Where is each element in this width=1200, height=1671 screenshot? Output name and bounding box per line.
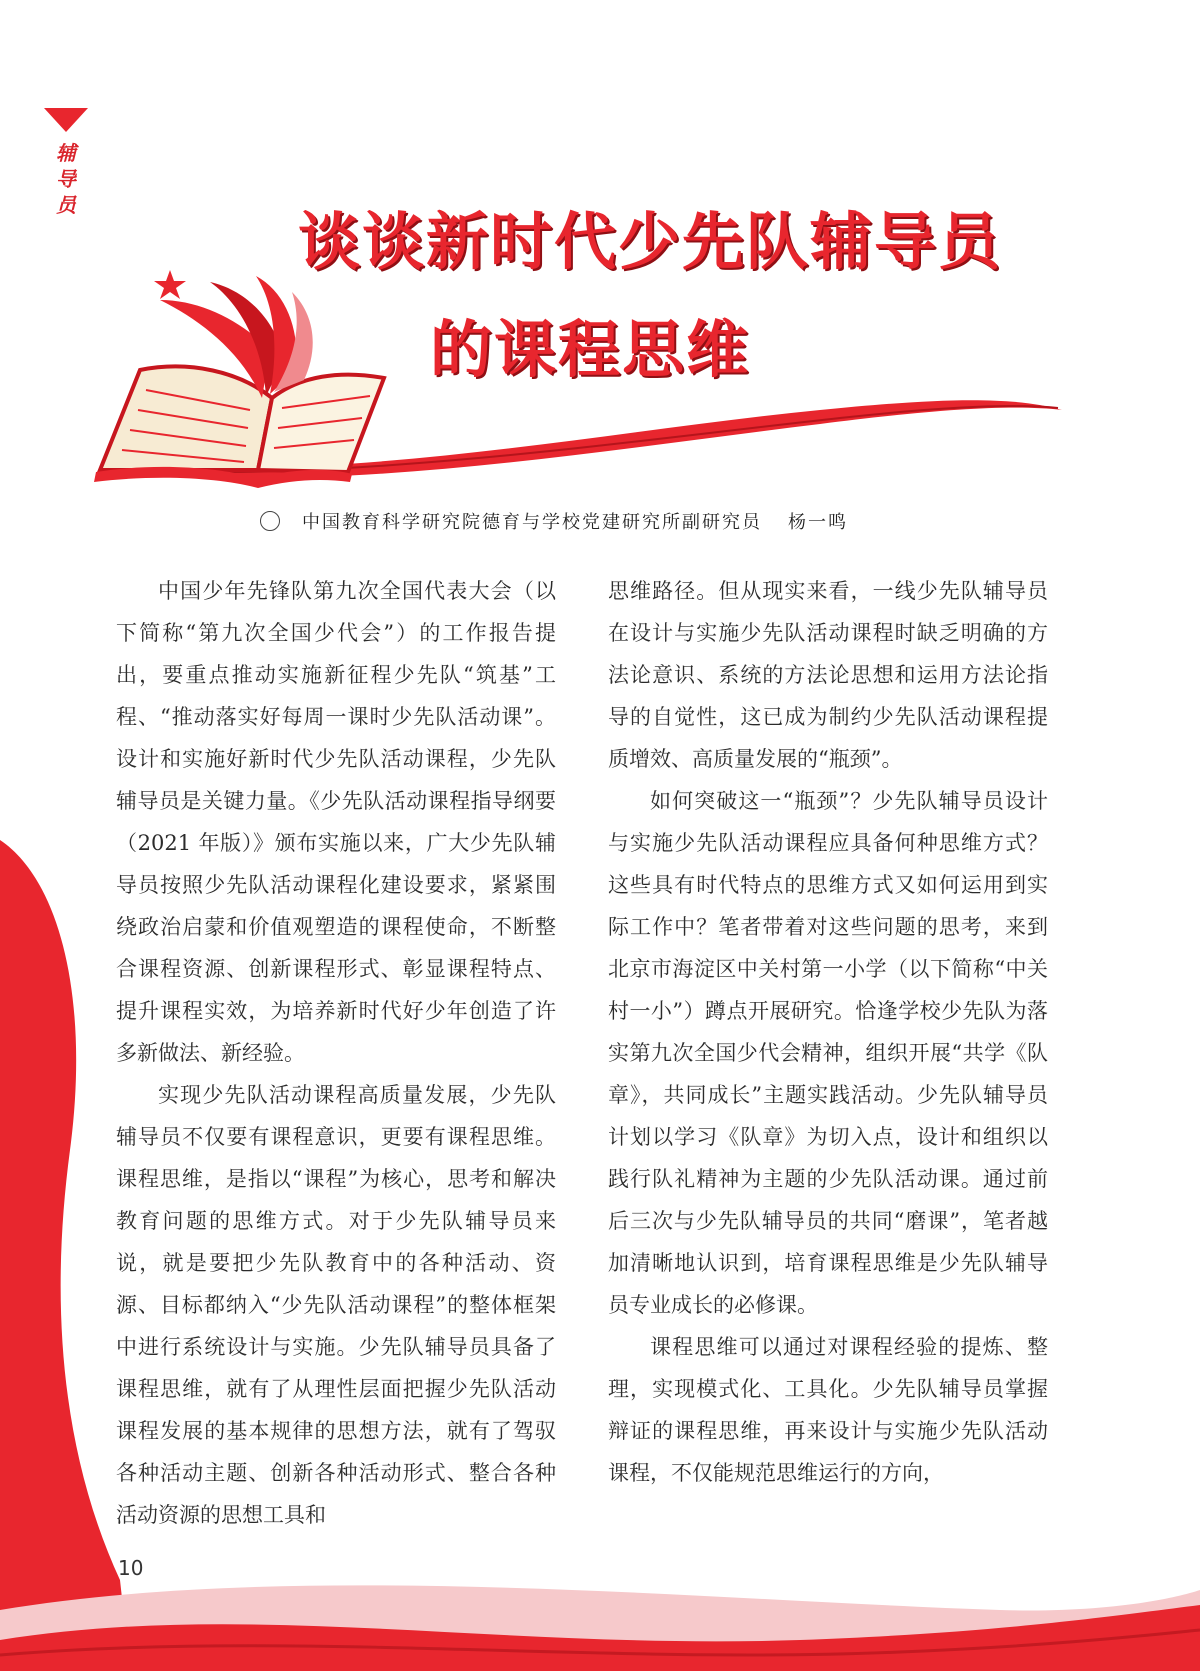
body-paragraph: 如何突破这一“瓶颈”？少先队辅导员设计与实施少先队活动课程应具备何种思维方式？这些具有时代特点的思维方式又如何运用到实际工作中？笔者带着对这些问题的思考，来到北京市海淀区中关村第一小学（以下简称“中关村一小”）蹲点开展研究。恰逢学校少先队为落实第九次全国少代会精神，组织开展“共学《队章》，共同成长”主题实践活动。少先队辅导员计划以学习《队章》为切入点，设计和组织以践行队礼精神为主题的少先队活动课。通过前后三次与少先队辅导员的共同“磨课”，笔者越加清晰地认识到，培育课程思维是少先队辅导员专业成长的必修课。: [608, 789, 1048, 1317]
byline: [260, 508, 848, 534]
page-number: 10: [118, 1556, 144, 1580]
body-paragraph: 实现少先队活动课程高质量发展，少先队辅导员不仅要有课程意识，更要有课程思维。课程思维，是指以“课程”为核心，思考和解决教育问题的思维方式。对于少先队辅导员来说，就是要把少先队教育中的各种活动、资源、目标都纳入“少先队活动课程”的整体框架中进行系统设计与实施。少先队辅导员具备了课程思维，就有了从理性层面把握少先队活动课程发展的基本规律的思想方法，就有了驾驭各种活动主题、创新各种活动形式、整合各种活动资源的思想工具和: [116, 1083, 556, 1527]
section-label-char: 员: [56, 193, 76, 217]
section-label-char: 辅: [56, 141, 76, 165]
article-title-line2: 的课程思维: [429, 313, 750, 386]
left-red-wave: [0, 840, 130, 1671]
body-paragraph: 中国少年先锋队第九次全国代表大会（以下简称“第九次全国少代会”）的工作报告提出，要重点推动实施新征程少先队“筑基”工程、“推动落实好每周一课时少先队活动课”。设计和实施好新时代少先队活动课程，少先队辅导员是关键力量。《少先队活动课程指导纲要（2021 年版）》颁布实施以来，广大少先队辅导员按照少先队活动课程化建设要求，紧紧围绕政治启蒙和价值观塑造的课程使命，不断整合课程资源、创新课程形式、彰显课程特点、提升课程实效，为培养新时代好少年创造了许多新做法、新经验。: [116, 579, 556, 1065]
section-label: [42, 140, 90, 218]
article-title-line1: 谈谈新时代少先队辅导员: [297, 205, 1002, 278]
circle-icon: [260, 511, 280, 531]
body-column-right: [608, 570, 1048, 1494]
body-column-left: [116, 570, 556, 1536]
section-marker: [42, 108, 90, 218]
body-paragraph: 课程思维可以通过对课程经验的提炼、整理，实现模式化、工具化。少先队辅导员掌握辩证的课程思维，再来设计与实施少先队活动课程，不仅能规范思维运行的方向，: [608, 1335, 1048, 1485]
byline-affiliation: 中国教育科学研究院德育与学校党建研究所副研究员: [302, 512, 762, 533]
byline-author: 杨一鸣: [788, 512, 848, 533]
triangle-icon: [44, 108, 88, 132]
body-paragraph-continued: 思维路径。但从现实来看，一线少先队辅导员在设计与实施少先队活动课程时缺乏明确的方法论意识、系统的方法论思想和运用方法论指导的自觉性，这已成为制约少先队活动课程提质增效、高质量发展的“瓶颈”。: [608, 579, 1048, 771]
section-label-char: 导: [56, 167, 76, 191]
